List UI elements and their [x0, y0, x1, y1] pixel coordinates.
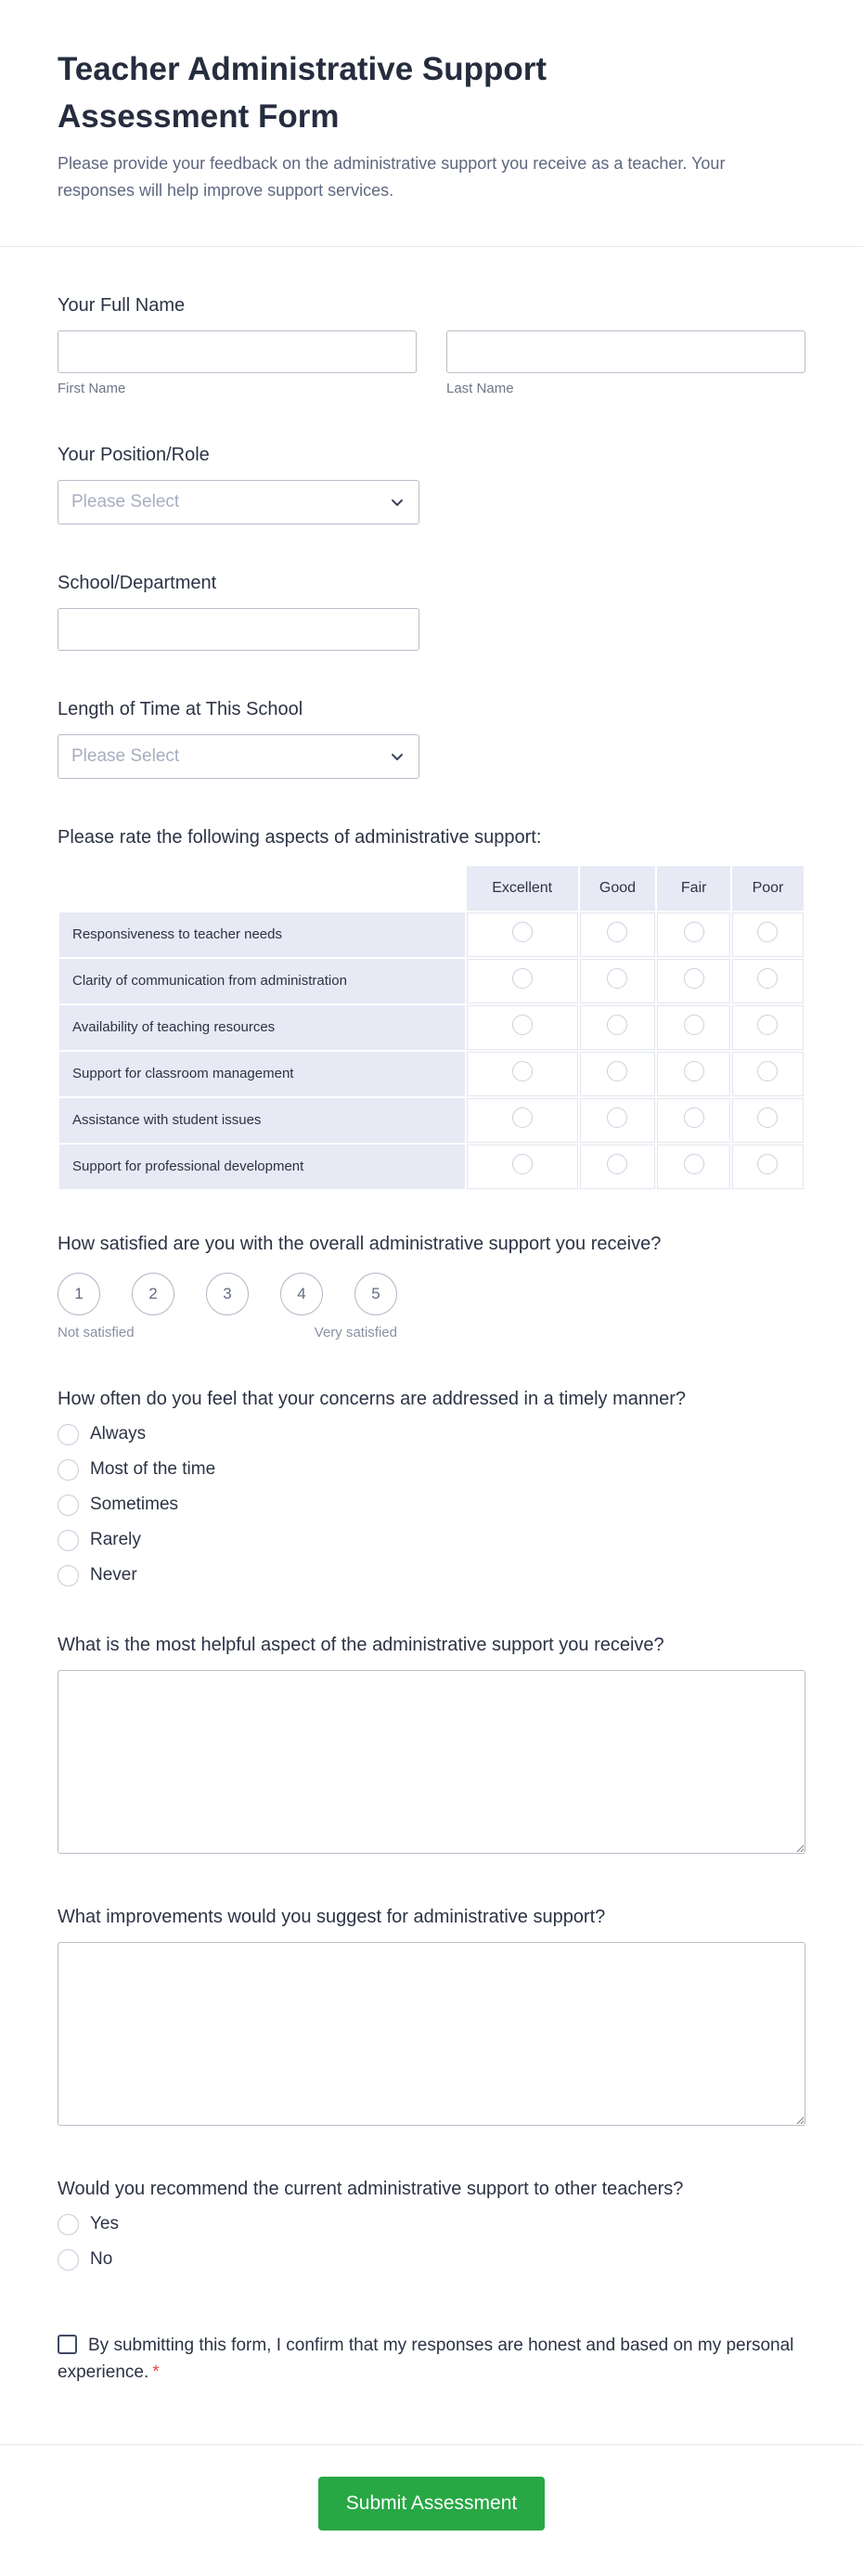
scale-left-label: Not satisfied [58, 1324, 135, 1340]
radio-icon[interactable] [757, 968, 778, 989]
matrix-radio-cell [732, 1098, 804, 1143]
field-full-name [58, 293, 805, 396]
submit-area [0, 2445, 863, 2575]
matrix-radio-cell [657, 1052, 730, 1096]
matrix-radio-cell [657, 959, 730, 1003]
field-improvements [58, 1905, 805, 2130]
field-satisfaction-scale [58, 1232, 805, 1340]
matrix-radio-cell [657, 1145, 730, 1189]
matrix-radio-cell [657, 913, 730, 957]
first-name-input[interactable] [58, 330, 417, 373]
position-select-value: Please Select [71, 491, 180, 511]
matrix-row-label: Clarity of communication from administration [59, 959, 465, 1003]
radio-icon[interactable] [512, 1154, 533, 1174]
full-name-inputs [58, 330, 805, 396]
form-header [0, 0, 863, 205]
radio-icon[interactable] [58, 1424, 79, 1445]
matrix-row [59, 1098, 804, 1143]
school-label: School/Department [58, 572, 217, 593]
matrix-radio-cell [467, 1052, 578, 1096]
radio-icon[interactable] [757, 1154, 778, 1174]
helpful-label: What is the most helpful aspect of the administrative support you receive? [58, 1634, 664, 1655]
scale-option-4[interactable]: 4 [280, 1273, 323, 1315]
confirmation-label: By submitting this form, I confirm that my responses are honest and based on my personal experience. [58, 2335, 794, 2383]
radio-icon[interactable] [58, 2249, 79, 2271]
submit-button[interactable]: Submit Assessment [318, 2477, 545, 2531]
recommend-option-yes[interactable] [58, 2214, 805, 2235]
recommend-options [58, 2214, 805, 2271]
matrix-radio-cell [467, 1098, 578, 1143]
matrix-radio-cell [657, 1005, 730, 1050]
option-label: Yes [90, 2214, 119, 2234]
last-name-input[interactable] [446, 330, 805, 373]
scale-row [58, 1273, 397, 1315]
recommend-option-no[interactable] [58, 2249, 805, 2271]
first-name-group [58, 330, 417, 396]
matrix-radio-cell [467, 1145, 578, 1189]
radio-icon[interactable] [684, 1154, 704, 1174]
chevron-down-icon [389, 494, 406, 511]
header-divider [0, 246, 863, 247]
required-asterisk: * [152, 2362, 160, 2383]
tenure-select[interactable] [58, 734, 419, 779]
radio-icon[interactable] [757, 922, 778, 942]
field-position [58, 443, 805, 524]
option-label: Sometimes [90, 1495, 179, 1515]
matrix-col-header-fair: Fair [657, 866, 730, 911]
matrix-radio-cell [732, 913, 804, 957]
radio-icon[interactable] [607, 968, 627, 989]
radio-icon[interactable] [512, 968, 533, 989]
matrix-radio-cell [580, 959, 656, 1003]
radio-icon[interactable] [684, 1061, 704, 1081]
radio-icon[interactable] [684, 968, 704, 989]
option-label: No [90, 2249, 113, 2270]
matrix-header-row [59, 866, 804, 911]
matrix-radio-cell [580, 913, 656, 957]
rating-matrix [58, 864, 805, 1191]
matrix-wrap [58, 864, 805, 1191]
radio-icon[interactable] [512, 1015, 533, 1035]
field-tenure [58, 697, 805, 779]
radio-icon[interactable] [607, 1154, 627, 1174]
radio-icon[interactable] [512, 1061, 533, 1081]
chevron-down-icon [389, 748, 406, 765]
radio-icon[interactable] [58, 1530, 79, 1551]
recommend-label: Would you recommend the current administrative support to other teachers? [58, 2178, 684, 2199]
school-input[interactable] [58, 608, 419, 651]
radio-icon[interactable] [757, 1061, 778, 1081]
option-label: Rarely [90, 1530, 141, 1550]
matrix-row-label: Availability of teaching resources [59, 1005, 465, 1050]
radio-icon[interactable] [607, 1107, 627, 1128]
scale-option-5[interactable]: 5 [354, 1273, 397, 1315]
matrix-row [59, 959, 804, 1003]
matrix-row [59, 1005, 804, 1050]
field-helpful [58, 1633, 805, 1858]
timeliness-option-most-of-the-time[interactable] [58, 1459, 805, 1481]
scale-right-label: Very satisfied [314, 1324, 397, 1340]
scale-option-2[interactable]: 2 [132, 1273, 174, 1315]
matrix-col-header-poor: Poor [732, 866, 804, 911]
option-label: Always [90, 1424, 147, 1444]
tenure-select-value: Please Select [71, 745, 180, 766]
timeliness-option-sometimes[interactable] [58, 1495, 805, 1516]
position-label: Your Position/Role [58, 444, 210, 465]
matrix-row-label: Responsiveness to teacher needs [59, 913, 465, 957]
radio-icon[interactable] [607, 922, 627, 942]
field-recommend [58, 2177, 805, 2271]
matrix-row [59, 1145, 804, 1189]
matrix-radio-cell [580, 1098, 656, 1143]
field-rating-matrix [58, 825, 805, 1191]
scale-labels [58, 1325, 397, 1340]
matrix-col-header-good: Good [580, 866, 656, 911]
position-select[interactable] [58, 480, 419, 524]
last-name-sublabel: Last Name [446, 380, 514, 396]
form-subtitle: Please provide your feedback on the administrative support you receive as a teacher. Your responses will help improve support services. [58, 153, 726, 201]
radio-icon[interactable] [512, 1107, 533, 1128]
matrix-radio-cell [467, 959, 578, 1003]
timeliness-option-rarely[interactable] [58, 1530, 805, 1551]
matrix-corner-cell [59, 866, 465, 911]
radio-icon[interactable] [58, 1459, 79, 1481]
timeliness-options [58, 1424, 805, 1586]
radio-icon[interactable] [684, 1107, 704, 1128]
scale-option-3[interactable]: 3 [206, 1273, 249, 1315]
timeliness-option-always[interactable] [58, 1424, 805, 1445]
radio-icon[interactable] [684, 922, 704, 942]
full-name-label: Your Full Name [58, 294, 186, 316]
improvements-label: What improvements would you suggest for administrative support? [58, 1906, 606, 1927]
radio-icon[interactable] [607, 1061, 627, 1081]
matrix-radio-cell [732, 1005, 804, 1050]
timeliness-label: How often do you feel that your concerns are addressed in a timely manner? [58, 1388, 687, 1409]
field-school [58, 571, 805, 651]
radio-icon[interactable] [512, 922, 533, 942]
matrix-radio-cell [732, 1145, 804, 1189]
radio-icon[interactable] [58, 1495, 79, 1516]
option-label: Never [90, 1565, 137, 1586]
matrix-row [59, 1052, 804, 1096]
radio-icon[interactable] [58, 2214, 79, 2235]
matrix-radio-cell [467, 1005, 578, 1050]
matrix-radio-cell [732, 1052, 804, 1096]
field-timeliness [58, 1387, 805, 1586]
matrix-row [59, 913, 804, 957]
matrix-row-label: Assistance with student issues [59, 1098, 465, 1143]
timeliness-option-never[interactable] [58, 1565, 805, 1586]
last-name-group [446, 330, 805, 396]
form-title: Teacher Administrative Support Assessment Form [58, 51, 547, 135]
matrix-radio-cell [732, 959, 804, 1003]
radio-icon[interactable] [684, 1015, 704, 1035]
scale-option-1[interactable]: 1 [58, 1273, 100, 1315]
radio-icon[interactable] [757, 1015, 778, 1035]
radio-icon[interactable] [757, 1107, 778, 1128]
matrix-row-label: Support for classroom management [59, 1052, 465, 1096]
matrix-row-label: Support for professional development [59, 1145, 465, 1189]
confirmation-field [58, 2332, 805, 2387]
first-name-sublabel: First Name [58, 380, 126, 396]
matrix-label: Please rate the following aspects of administrative support: [58, 826, 542, 848]
matrix-radio-cell [467, 913, 578, 957]
tenure-label: Length of Time at This School [58, 698, 303, 719]
option-label: Most of the time [90, 1459, 216, 1480]
form-body [0, 293, 863, 2387]
matrix-radio-cell [580, 1145, 656, 1189]
matrix-radio-cell [657, 1098, 730, 1143]
helpful-textarea[interactable] [58, 1670, 805, 1854]
checkbox-icon[interactable] [58, 2335, 77, 2354]
matrix-col-header-excellent: Excellent [467, 866, 578, 911]
radio-icon[interactable] [58, 1565, 79, 1586]
matrix-radio-cell [580, 1005, 656, 1050]
satisfaction-label: How satisfied are you with the overall administrative support you receive? [58, 1233, 662, 1254]
radio-icon[interactable] [607, 1015, 627, 1035]
matrix-radio-cell [580, 1052, 656, 1096]
improvements-textarea[interactable] [58, 1942, 805, 2126]
